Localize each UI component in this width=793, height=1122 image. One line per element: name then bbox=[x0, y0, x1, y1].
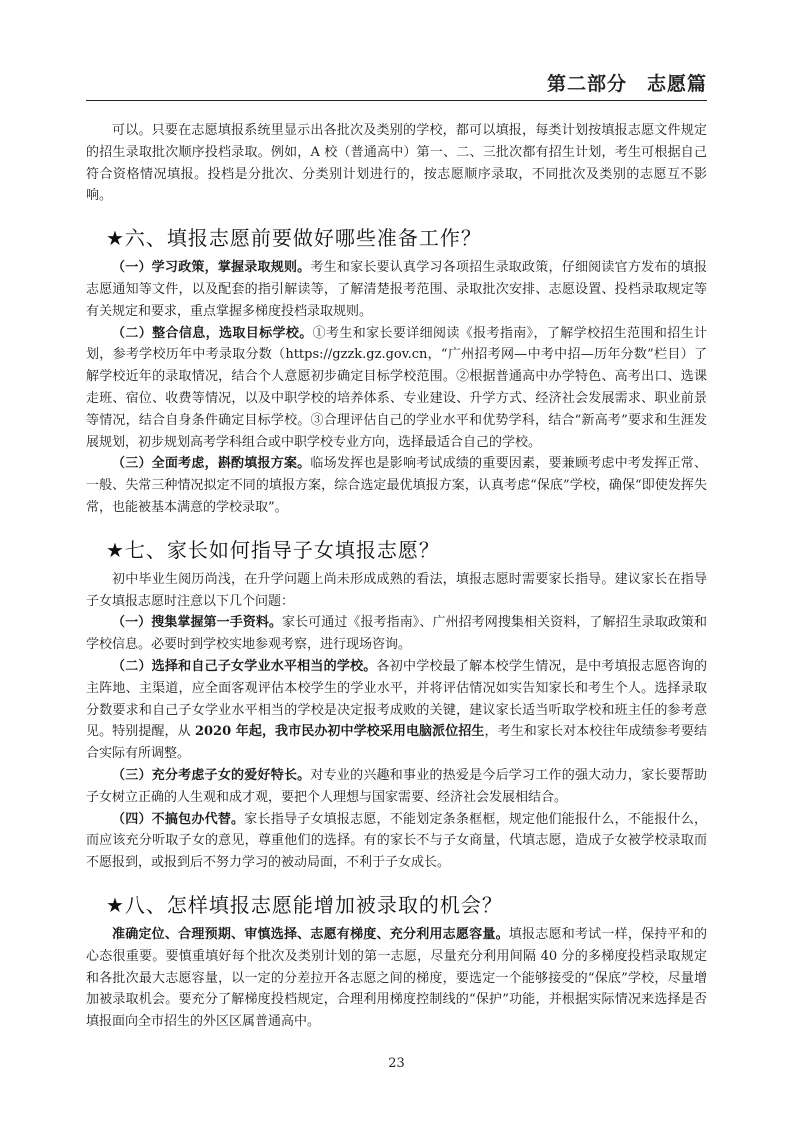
section-7-item-1 bbox=[86, 612, 707, 656]
section-7-item-2-highlight: 2020 年起，我市民办初中学校采用电脑派位招生 bbox=[194, 724, 485, 740]
section-7-item-3-text: 对专业的兴趣和事业的热爱是今后学习工作的强大动力，家长要帮助子女树立正确的人生观和成才观，要把个人理想与国家需要、经济社会发展相结合。 bbox=[86, 767, 707, 805]
section-7-item-2 bbox=[86, 656, 707, 765]
page-number: 23 bbox=[388, 1056, 405, 1071]
section-7-item-3-lead: （三）充分考虑子女的爱好特长。 bbox=[112, 767, 311, 783]
section-6-item-3-text: 临场发挥也是影响考试成绩的重要因素，要兼顾考虑中考发挥正常、一般、失常三种情况拟定不同的填报方案，综合选定最优填报方案，认真考虑“保底”学校，确保“即使发挥失常，也能被基本满意的学校录取”。 bbox=[86, 456, 707, 515]
section-6-item-2 bbox=[86, 323, 707, 454]
section-7-heading: ★七、家长如何指导子女填报志愿？ bbox=[106, 537, 440, 562]
section-6-item-1 bbox=[86, 257, 707, 322]
section-7-item-4 bbox=[86, 809, 707, 874]
section-7-item-2-text: 各初中学校最了解本校学生情况，是中考填报志愿咨询的主阵地、主渠道，应全面客观评估本校学生的学业水平，并将评估情况如实告知家长和考生个人。选择录取分数要求和自己子女学业水平相当的学校是决定报考成败的关键，建议家长适当听取学校和班主任的参考意见。特别提醒，从 bbox=[86, 658, 707, 740]
section-7-item-4-lead: （四）不搞包办代替。 bbox=[112, 811, 245, 827]
section-6-item-2-text: ①考生和家长要详细阅读《报考指南》，了解学校招生范围和招生计划，参考学校历年中考录取分数（https://gzzk.gz.gov.cn，“广州招考网—中考中招—历年分数”栏目）了解学校近年的录取情况，结合个人意愿初步确定目标学校范围。②根据普通高中办学特色、高考出口、选课走班、宿位、收费等情况，以及中职学校的培养体系、专业建设、升学方式、经济社会发展需求、职业前景等情况，结合自身条件确定目标学校。③合理评估自己的学业水平和优势学科，结合“新高考”要求和生涯发展规划，初步规划高考学科组合或中职学校专业方向，选择最适合自己的学校。 bbox=[86, 325, 707, 450]
page-header bbox=[86, 60, 707, 101]
section-7-intro: 初中毕业生阅历尚浅，在升学问题上尚未形成成熟的看法，填报志愿时需要家长指导。建议家长在指导子女填报志愿时注意以下几个问题： bbox=[86, 571, 707, 609]
section-7-item-2-text-end: ，考生和家长对本校往年成绩参考要结合实际有所调整。 bbox=[86, 724, 707, 762]
section-6-heading: ★六、填报志愿前要做好哪些准备工作？ bbox=[106, 226, 482, 251]
section-6-item-1-text: 考生和家长要认真学习各项招生录取政策，仔细阅读官方发布的填报志愿通知等文件，以及配套的指引解读等，了解清楚报考范围、录取批次安排、志愿设置、投档录取规定等有关规定和要求，重点掌握多梯度投档录取规则。 bbox=[86, 260, 707, 319]
header-title: 第二部分 志愿篇 bbox=[546, 73, 707, 95]
section-6-item-1-lead: （一）学习政策，掌握录取规则。 bbox=[112, 260, 311, 276]
section-6-item-2-lead: （二）整合信息，选取目标学校。 bbox=[112, 325, 313, 341]
section-6-item-3-lead: （三）全面考虑，斟酌填报方案。 bbox=[112, 456, 311, 472]
section-7-item-1-text: 家长可通过《报考指南》、广州招考网搜集相关资料，了解招生录取政策和学校信息。必要时到学校实地参观考察，进行现场咨询。 bbox=[86, 615, 707, 653]
intro-paragraph: 可以。只要在志愿填报系统里显示出各批次及类别的学校，都可以填报，每类计划按填报志愿文件规定的招生录取批次顺序投档录取。例如，A 校（普通高中）第一、二、三批次都有招生计划，考生可根据自己符合资格情况填报。投档是分批次、分类别计划进行的，按志愿顺序录取，不同批次及类别的志愿互不影响。 bbox=[86, 123, 707, 204]
section-8-item-1-lead: 准确定位、合理预期、审慎选择、志愿有梯度、充分利用志愿容量。 bbox=[112, 926, 509, 942]
section-7-item-2-lead: （二）选择和自己子女学业水平相当的学校。 bbox=[112, 658, 377, 674]
section-7-item-3 bbox=[86, 765, 707, 809]
section-8-item-1 bbox=[86, 924, 707, 1033]
page-content bbox=[86, 120, 707, 1033]
section-7-item-1-lead: （一）搜集掌握第一手资料。 bbox=[112, 615, 283, 631]
section-8-heading: ★八、怎样填报志愿能增加被录取的机会？ bbox=[106, 892, 503, 917]
section-6-item-3 bbox=[86, 453, 707, 518]
section-7-item-4-text: 家长指导子女填报志愿，不能划定条条框框，规定他们能报什么，不能报什么，而应该充分听取子女的意见，尊重他们的选择。有的家长不与子女商量，代填志愿，造成子女被学校录取而不愿报到，或报到后不努力学习的被动局面，不利于子女成长。 bbox=[86, 811, 707, 871]
section-8-item-1-text: 填报志愿和考试一样，保持平和的心态很重要。要慎重填好每个批次及类别计划的第一志愿，尽量充分利用间隔 40 分的多梯度投档录取规定和各批次最大志愿容量，以一定的分差拉开各志愿之间的梯度，要选定一个能够接受的“保底”学校，尽量增加被录取机会。要充分了解梯度投档规定，合理利用梯度控制线的“保护”功能，并根据实际情况来选择是否填报面向全市招生的外区区属普通高中。 bbox=[86, 926, 707, 1030]
